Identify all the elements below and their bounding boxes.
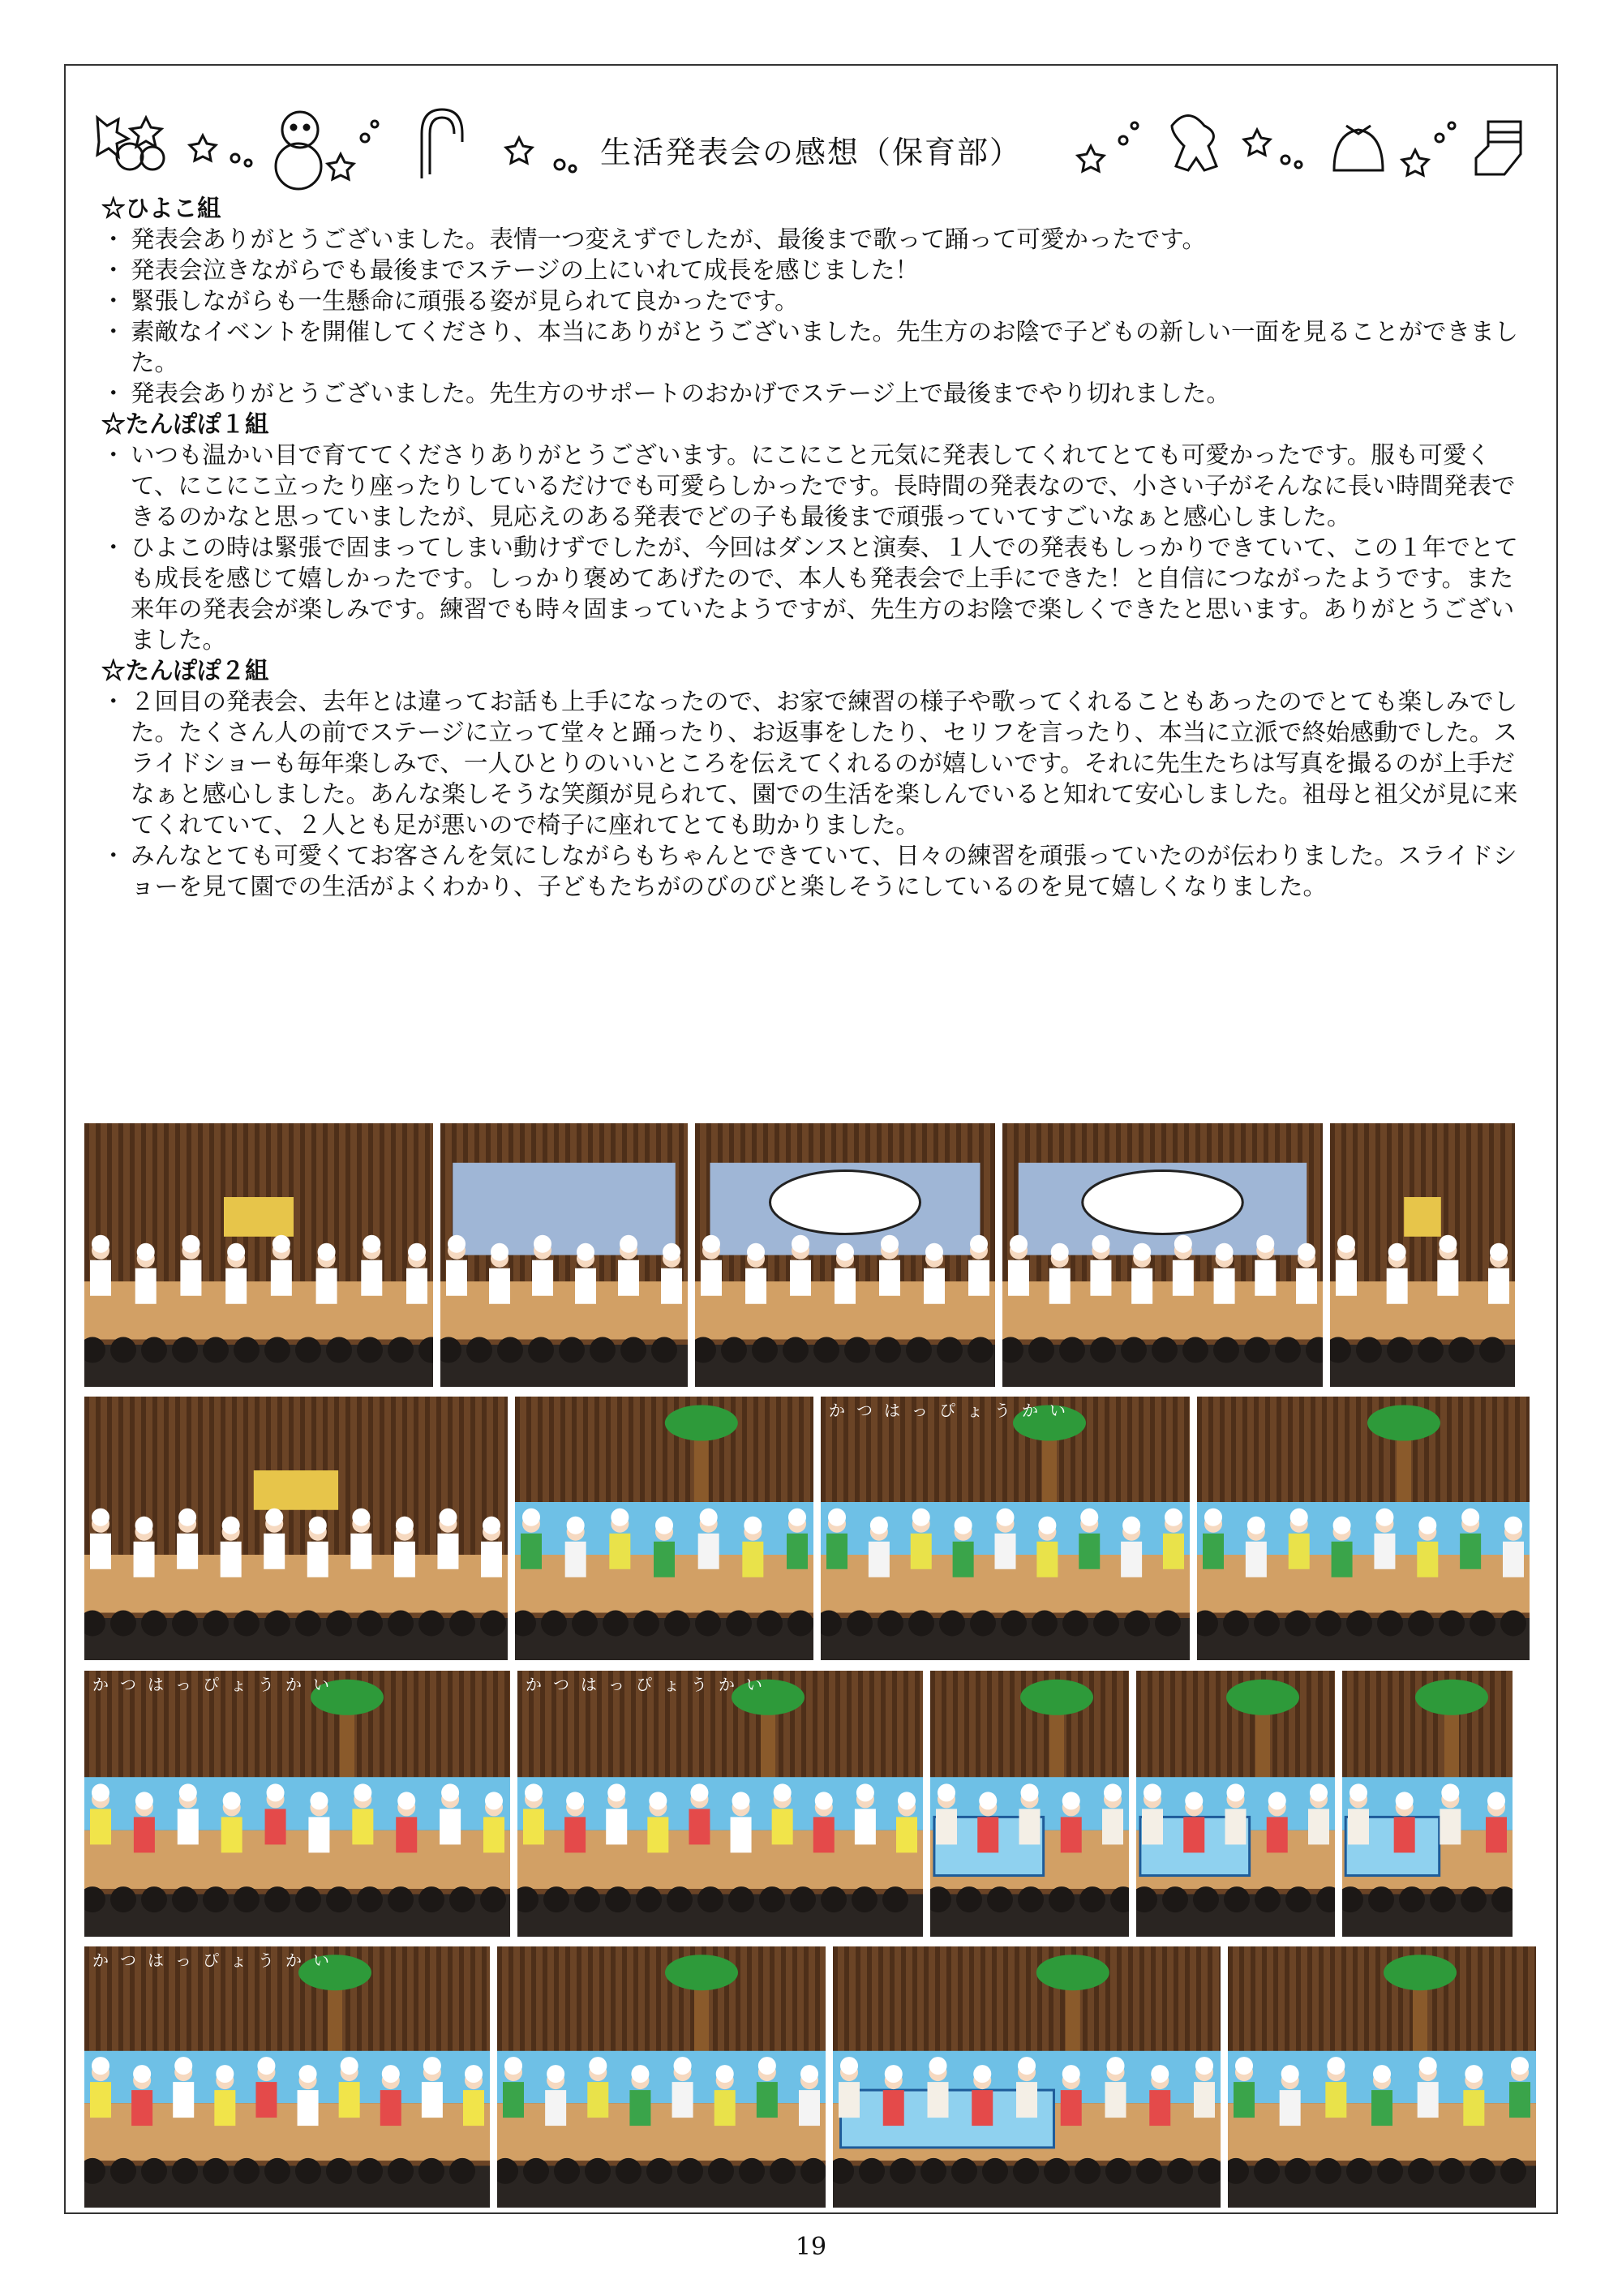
section-heading-hiyoko: ☆ひよこ組: [101, 194, 221, 222]
stage-photo: [497, 1946, 826, 2208]
page-number: 19: [795, 2233, 827, 2261]
stage-photo-image: [84, 1671, 510, 1937]
photo-row: [84, 1946, 1536, 2208]
list-item: ・ ひよこの時は緊張で固まってしまい動けずでしたが、今回はダンスと演奏、１人での発表もしっかりできていて、この１年でとても成長を感じて嬉しかったです。しっかり褒めてあげたので、本人も発表会で上手にできた！と自信につながったようです。また来年の発表会が楽しみです。練習でも時々固まっていたようですが、先生方のお陰で楽しくできたと思います。ありがとうございました。: [101, 534, 1518, 654]
photo-row: [84, 1123, 1515, 1387]
banner-text: かつはっぴょうかい: [829, 1401, 1077, 1420]
stage-photo: [440, 1123, 688, 1387]
stage-photo-image: [695, 1123, 995, 1387]
list-item: ・ いつも温かい目で育ててくださりありがとうございます。にこにこと元気に発表してくれてとても可愛かったです。服も可愛くて、にこにこ立ったり座ったりしているだけでも可愛らしかったです。長時間の発表なので、小さい子がそんなに長い時間発表できるのかなと思っていましたが、見応えのある発表でどの子も最後まで頑張っていてすごいなぁと感心しました。: [101, 441, 1516, 530]
stage-photo-image: [930, 1671, 1129, 1937]
stage-photo: [1342, 1671, 1513, 1937]
section-heading-tanpopo1: ☆たんぽぽ１組: [101, 410, 269, 438]
stage-photo: [1136, 1671, 1335, 1937]
stage-photo: [84, 1397, 508, 1660]
list-item: ・ 緊張しながらも一生懸命に頑張る姿が見られて良かったです。: [101, 287, 799, 315]
stage-photo: [821, 1397, 1190, 1660]
list-item: ・ 発表会ありがとうございました。先生方のサポートのおかげでステージ上で最後までやり切れました。: [101, 380, 1230, 407]
stage-photo-image: [84, 1123, 433, 1387]
stage-photo-image: [517, 1671, 923, 1937]
stage-photo: [1002, 1123, 1323, 1387]
stage-photo: [695, 1123, 995, 1387]
stage-photo: [833, 1946, 1221, 2208]
stage-photo-image: [1002, 1123, 1323, 1387]
stage-photo: [1330, 1123, 1515, 1387]
photo-row: [84, 1397, 1530, 1660]
banner-text: かつはっぴょうかい: [526, 1675, 774, 1694]
list-item: ・ 素敵なイベントを開催してくださり、本当にありがとうございました。先生方のお陰で子どもの新しい一面を見ることができました。: [101, 318, 1519, 376]
stage-photo-image: [1136, 1671, 1335, 1937]
stage-photo-image: [821, 1397, 1190, 1660]
stage-photo: [517, 1671, 923, 1937]
stage-photo-image: [497, 1946, 826, 2208]
stage-photo-image: [440, 1123, 688, 1387]
stage-photo: [1228, 1946, 1536, 2208]
stage-photo: [84, 1671, 510, 1937]
list-item: ・ 発表会泣きながらでも最後までステージの上にいれて成長を感じました！: [101, 256, 920, 284]
stage-photo-image: [1330, 1123, 1515, 1387]
page-title: 生活発表会の感想（保育部）: [599, 135, 1022, 170]
banner-text: かつはっぴょうかい: [92, 1951, 341, 1970]
list-item: ・ ２回目の発表会、去年とは違ってお話も上手になったので、お家で練習の様子や歌ってくれることもあったのでとても楽しみでした。たくさん人の前でステージに立って堂々と踊ったり、お返事をしたり、セリフを言ったり、本当に立派で終始感動でした。スライドショーも毎年楽しみで、一人ひとりのいいところを伝えてくれるのが嬉しいです。それに先生たちは写真を撮るのが上手だなぁと感心しました。あんな楽しそうな笑顔が見られて、園での生活を楽しんでいると知れて安心しました。祖母と祖父が見に来てくれていて、２人とも足が悪いので椅子に座れてとても助かりました。: [101, 688, 1518, 839]
stage-photo: [515, 1397, 813, 1660]
stage-photo: [84, 1123, 433, 1387]
stage-photo-image: [833, 1946, 1221, 2208]
stage-photo: [84, 1946, 490, 2208]
stage-photo: [1197, 1397, 1530, 1660]
section-heading-tanpopo2: ☆たんぽぽ２組: [101, 656, 269, 685]
stage-photo-image: [1197, 1397, 1530, 1660]
stage-photo-image: [84, 1946, 490, 2208]
decoration-right-icon: [1075, 93, 1545, 191]
stage-photo-image: [1342, 1671, 1513, 1937]
stage-photo-image: [84, 1397, 508, 1660]
banner-text: かつはっぴょうかい: [92, 1675, 341, 1694]
list-item: ・ みんなとても可愛くてお客さんを気にしながらもちゃんとできていて、日々の練習を頑張っていたのが伝わりました。スライドショーを見て園での生活がよくわかり、子どもたちがのびのびと楽しそうにしているのを見て嬉しくなりました。: [101, 842, 1517, 900]
stage-photo-image: [1228, 1946, 1536, 2208]
photo-row: [84, 1671, 1513, 1937]
header: [77, 93, 1545, 191]
list-item: ・ 発表会ありがとうございました。表情一つ変えずでしたが、最後まで歌って踊って可愛かったです。: [101, 225, 1207, 253]
stage-photo-image: [515, 1397, 813, 1660]
stage-photo: [930, 1671, 1129, 1937]
comments-body: [101, 193, 1529, 902]
